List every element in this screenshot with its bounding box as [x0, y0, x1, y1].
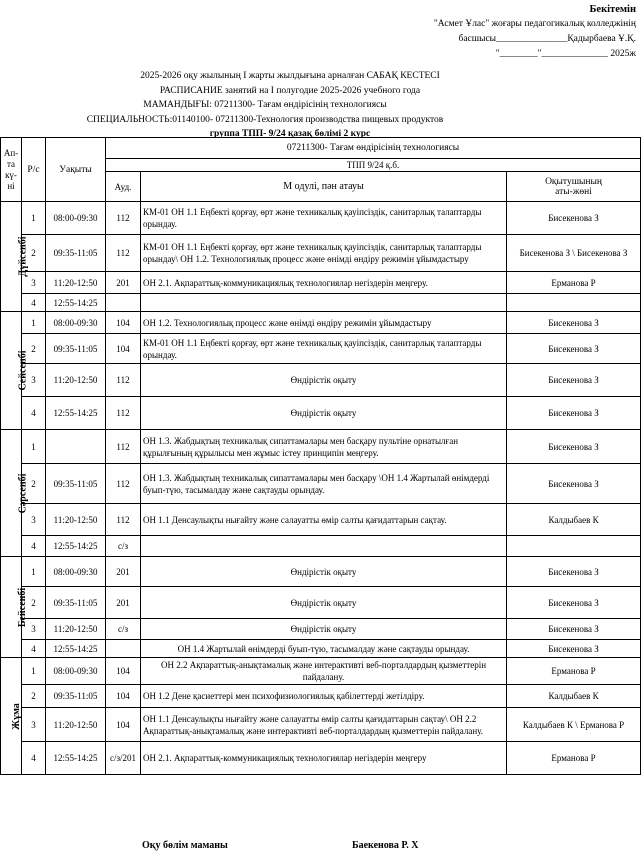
subject-name [141, 536, 507, 557]
table-row [1, 430, 641, 464]
subject-name: КМ-01 ОН 1.1 Еңбекті қорғау, өрт және техникалық қауіпсіздік, санитарлық талаптарды орындау. [141, 334, 507, 364]
table-row [1, 619, 641, 640]
subject-name: ОН 1.1 Денсаулықты нығайту және салауатты өмір салты қағидаттарын сақтау\ ОН 2.2 Ақпараттық-анықтамалық және интерактивті веб-порталдардың қызметтерін пайдалану. [141, 708, 507, 742]
subject-name: Өндірістік оқыту [141, 557, 507, 587]
lesson-time: 11:20-12:50 [46, 708, 106, 742]
time-header: Уақыты [46, 138, 106, 202]
specialty-kz: МАМАНДЫҒЫ: 07211300- Тағам өндірісінің технологиясы [143, 100, 387, 110]
lesson-number: 4 [22, 536, 46, 557]
teacher-name: Бисекенова З [507, 464, 641, 504]
table-row [1, 557, 641, 587]
teacher-name: Бисекенова З [507, 397, 641, 430]
lesson-number: 2 [22, 587, 46, 619]
teacher-name: Бисекенова З [507, 640, 641, 658]
lesson-time: 11:20-12:50 [46, 504, 106, 536]
lesson-number: 1 [22, 202, 46, 235]
subject-name: ОН 1.1 Денсаулықты нығайту және салауатты өмір салты қағидаттарын сақтау. [141, 504, 507, 536]
lesson-number: 1 [22, 557, 46, 587]
teacher-name: Калдыбаев К [507, 504, 641, 536]
day-name: Сәрсенбі [17, 473, 29, 513]
specialty-header: 07211300- Тағам өндірісінің технологиясы [106, 138, 641, 159]
teacher-name: Ерманова Р [507, 742, 641, 775]
lesson-time [46, 430, 106, 464]
approval-title: Бекітемін [589, 4, 636, 15]
day-cell [1, 312, 29, 430]
teacher-name: Бисекенова З [507, 587, 641, 619]
lesson-time: 09:35-11:05 [46, 587, 106, 619]
auditorium: 112 [106, 397, 141, 430]
lesson-time: 12:55-14:25 [46, 640, 106, 658]
lesson-number: 3 [22, 364, 46, 397]
lesson-time: 12:55-14:25 [46, 294, 106, 312]
lesson-number: 1 [22, 658, 46, 685]
auditorium: 112 [106, 464, 141, 504]
lesson-number: 3 [22, 708, 46, 742]
module-header: М одулі, пән атауы [141, 172, 507, 202]
teacher-name: Бисекенова З [507, 619, 641, 640]
day-name: Сейсенбі [17, 350, 29, 391]
lesson-number: 3 [22, 619, 46, 640]
lesson-time: 08:00-09:30 [46, 557, 106, 587]
teacher-name: Калдыбаев К [507, 685, 641, 708]
table-row [1, 364, 641, 397]
lesson-number: 4 [22, 294, 46, 312]
subject-name: ОН 1.3. Жабдықтың техникалық сипаттамалары мен басқару \ОН 1.4 Жартылай өнімдерді буып-түю, тасымалдау және сақтауды орындау. [141, 464, 507, 504]
lesson-time: 09:35-11:05 [46, 464, 106, 504]
table-row [1, 708, 641, 742]
lesson-time: 08:00-09:30 [46, 202, 106, 235]
lesson-time: 12:55-14:25 [46, 536, 106, 557]
approval-director: басшысы_______________Қадырбаева Ұ.Қ. [458, 34, 636, 44]
lesson-number: 4 [22, 742, 46, 775]
approval-block [376, 2, 636, 62]
aud-header: Ауд. [106, 172, 141, 202]
auditorium: 201 [106, 587, 141, 619]
teacher-name: Бисекенова З [507, 334, 641, 364]
auditorium [106, 640, 141, 658]
subject-name: ОН 1.2. Технологиялық процесс және өнімді өндіру режимін ұйымдастыру [141, 312, 507, 334]
week-day-header: Ап- та кү- ні [1, 138, 22, 202]
table-row [1, 587, 641, 619]
day-cell [1, 202, 29, 312]
day-cell [1, 658, 22, 775]
footer-name: Баекенова Р. Х [352, 840, 419, 851]
day-name: Дүйсенбі [17, 236, 29, 277]
subject-name: КМ-01 ОН 1.1 Еңбекті қорғау, өрт және техникалық қауіпсіздік, санитарлық талаптарды орындау. [141, 202, 507, 235]
table-row [1, 464, 641, 504]
day-cell [1, 430, 29, 557]
table-row [1, 742, 641, 775]
table-row [1, 202, 641, 235]
lesson-time: 12:55-14:25 [46, 742, 106, 775]
subject-name: ОН 2.2 Ақпараттық-анықтамалық және интерактивті веб-порталдардың қызметтерін пайдалану. [141, 658, 507, 685]
subject-name: Өндірістік оқыту [141, 364, 507, 397]
table-row [1, 658, 641, 685]
teacher-name: Бисекенова З [507, 557, 641, 587]
schedule-body [1, 202, 641, 775]
teacher-name: Бисекенова З [507, 202, 641, 235]
lesson-number: 2 [22, 685, 46, 708]
lesson-time: 11:20-12:50 [46, 619, 106, 640]
group-header: ТПП 9/24 қ.б. [106, 159, 641, 172]
subject-name: ОН 1.3. Жабдықтың техникалық сипаттамалары мен басқару пультіне орнатылған құрылғының құрылысы мен жұмыс істеу принципін меңгеру. [141, 430, 507, 464]
teacher-name: Калдыбаев К \ Ерманова Р [507, 708, 641, 742]
auditorium: 112 [106, 202, 141, 235]
table-row [1, 312, 641, 334]
lesson-time: 11:20-12:50 [46, 364, 106, 397]
auditorium [106, 294, 141, 312]
day-name: Жұма [10, 702, 22, 730]
table-row [1, 397, 641, 430]
lesson-number: 2 [22, 235, 46, 272]
title-ru: РАСПИСАНИЕ занятий на I полугодие 2025-2026 учебного года [159, 85, 421, 96]
lesson-number: 2 [22, 334, 46, 364]
subject-name: Өндірістік оқыту [141, 619, 507, 640]
subject-name: ОН 1.2 Дене қасиеттері мен психофизиологиялық қабілеттерді жетілдіру. [141, 685, 507, 708]
subject-name: Өндірістік оқыту [141, 397, 507, 430]
teacher-name: Бисекенова З [507, 430, 641, 464]
schedule-table [0, 137, 641, 775]
auditorium: с/з [106, 536, 141, 557]
table-row [1, 294, 641, 312]
table-row [1, 536, 641, 557]
group-title: группа ТПП- 9/24 қазақ бөлімі 2 курс [209, 129, 371, 139]
lesson-time: 08:00-09:30 [46, 658, 106, 685]
teacher-name [507, 536, 641, 557]
table-row [1, 334, 641, 364]
auditorium: 104 [106, 685, 141, 708]
day-name: Бейсенбі [17, 587, 29, 627]
teacher-name: Бисекенова З [507, 312, 641, 334]
lesson-number: 4 [22, 397, 46, 430]
subject-name: КМ-01 ОН 1.1 Еңбекті қорғау, өрт және техникалық қауіпсіздік, санитарлық талаптарды орындау\ ОН 1.2. Технологиялық процесс және өнімді өндіру режимін ұйымдастыру [141, 235, 507, 272]
subject-name [141, 294, 507, 312]
subject-name: ОН 1.4 Жартылай өнімдерді буып-түю, тасымалдау және сақтауды орындау. [141, 640, 507, 658]
specialty-ru: СПЕЦИАЛЬНОСТЬ:01140100- 07211300-Технология производства пищевых продуктов [86, 114, 444, 125]
lesson-number: 3 [22, 504, 46, 536]
lesson-time: 12:55-14:25 [46, 397, 106, 430]
teacher-name [507, 294, 641, 312]
table-row [1, 504, 641, 536]
num-header: Р/с [22, 138, 46, 202]
lesson-number: 4 [22, 640, 46, 658]
auditorium: 104 [106, 658, 141, 685]
lesson-time: 11:20-12:50 [46, 272, 106, 294]
auditorium: с/з/201 [106, 742, 141, 775]
teacher-header: Оқытушының аты-жөні [507, 172, 641, 202]
teacher-name: Бисекенова З \ Бисекенова З [507, 235, 641, 272]
teacher-name: Бисекенова З [507, 364, 641, 397]
auditorium: 112 [106, 430, 141, 464]
subject-name: ОН 2.1. Ақпараттық-коммуникациялық технологиялар негіздерін меңгеру. [141, 272, 507, 294]
approval-date: "________"______________ 2025ж [495, 49, 636, 59]
lesson-number: 1 [22, 312, 46, 334]
auditorium: с/з [106, 619, 141, 640]
lesson-number: 3 [22, 272, 46, 294]
lesson-time: 09:35-11:05 [46, 334, 106, 364]
lesson-number: 1 [22, 430, 46, 464]
lesson-time: 09:35-11:05 [46, 235, 106, 272]
footer-role: Оқу бөлім маманы [142, 840, 228, 851]
table-row [1, 235, 641, 272]
auditorium: 201 [106, 272, 141, 294]
table-row [1, 640, 641, 658]
lesson-number: 2 [22, 464, 46, 504]
teacher-name: Ерманова Р [507, 272, 641, 294]
title-kz: 2025-2026 оқу жылының I жарты жылдығына арналған САБАҚ КЕСТЕСІ [140, 71, 440, 81]
auditorium: 104 [106, 312, 141, 334]
approval-college: "Асмет Ұлас" жоғары педагогикалық колледжінің [433, 19, 636, 29]
lesson-time: 09:35-11:05 [46, 685, 106, 708]
table-row [1, 272, 641, 294]
schedule-titles [0, 69, 640, 142]
day-cell [1, 557, 29, 658]
auditorium: 112 [106, 364, 141, 397]
auditorium: 112 [106, 504, 141, 536]
teacher-name: Ерманова Р [507, 658, 641, 685]
lesson-time: 08:00-09:30 [46, 312, 106, 334]
auditorium: 104 [106, 708, 141, 742]
table-row [1, 685, 641, 708]
subject-name: ОН 2.1. Ақпараттық-коммуникациялық технологиялар негіздерін меңгеру [141, 742, 507, 775]
subject-name: Өндірістік оқыту [141, 587, 507, 619]
auditorium: 104 [106, 334, 141, 364]
auditorium: 112 [106, 235, 141, 272]
auditorium: 201 [106, 557, 141, 587]
